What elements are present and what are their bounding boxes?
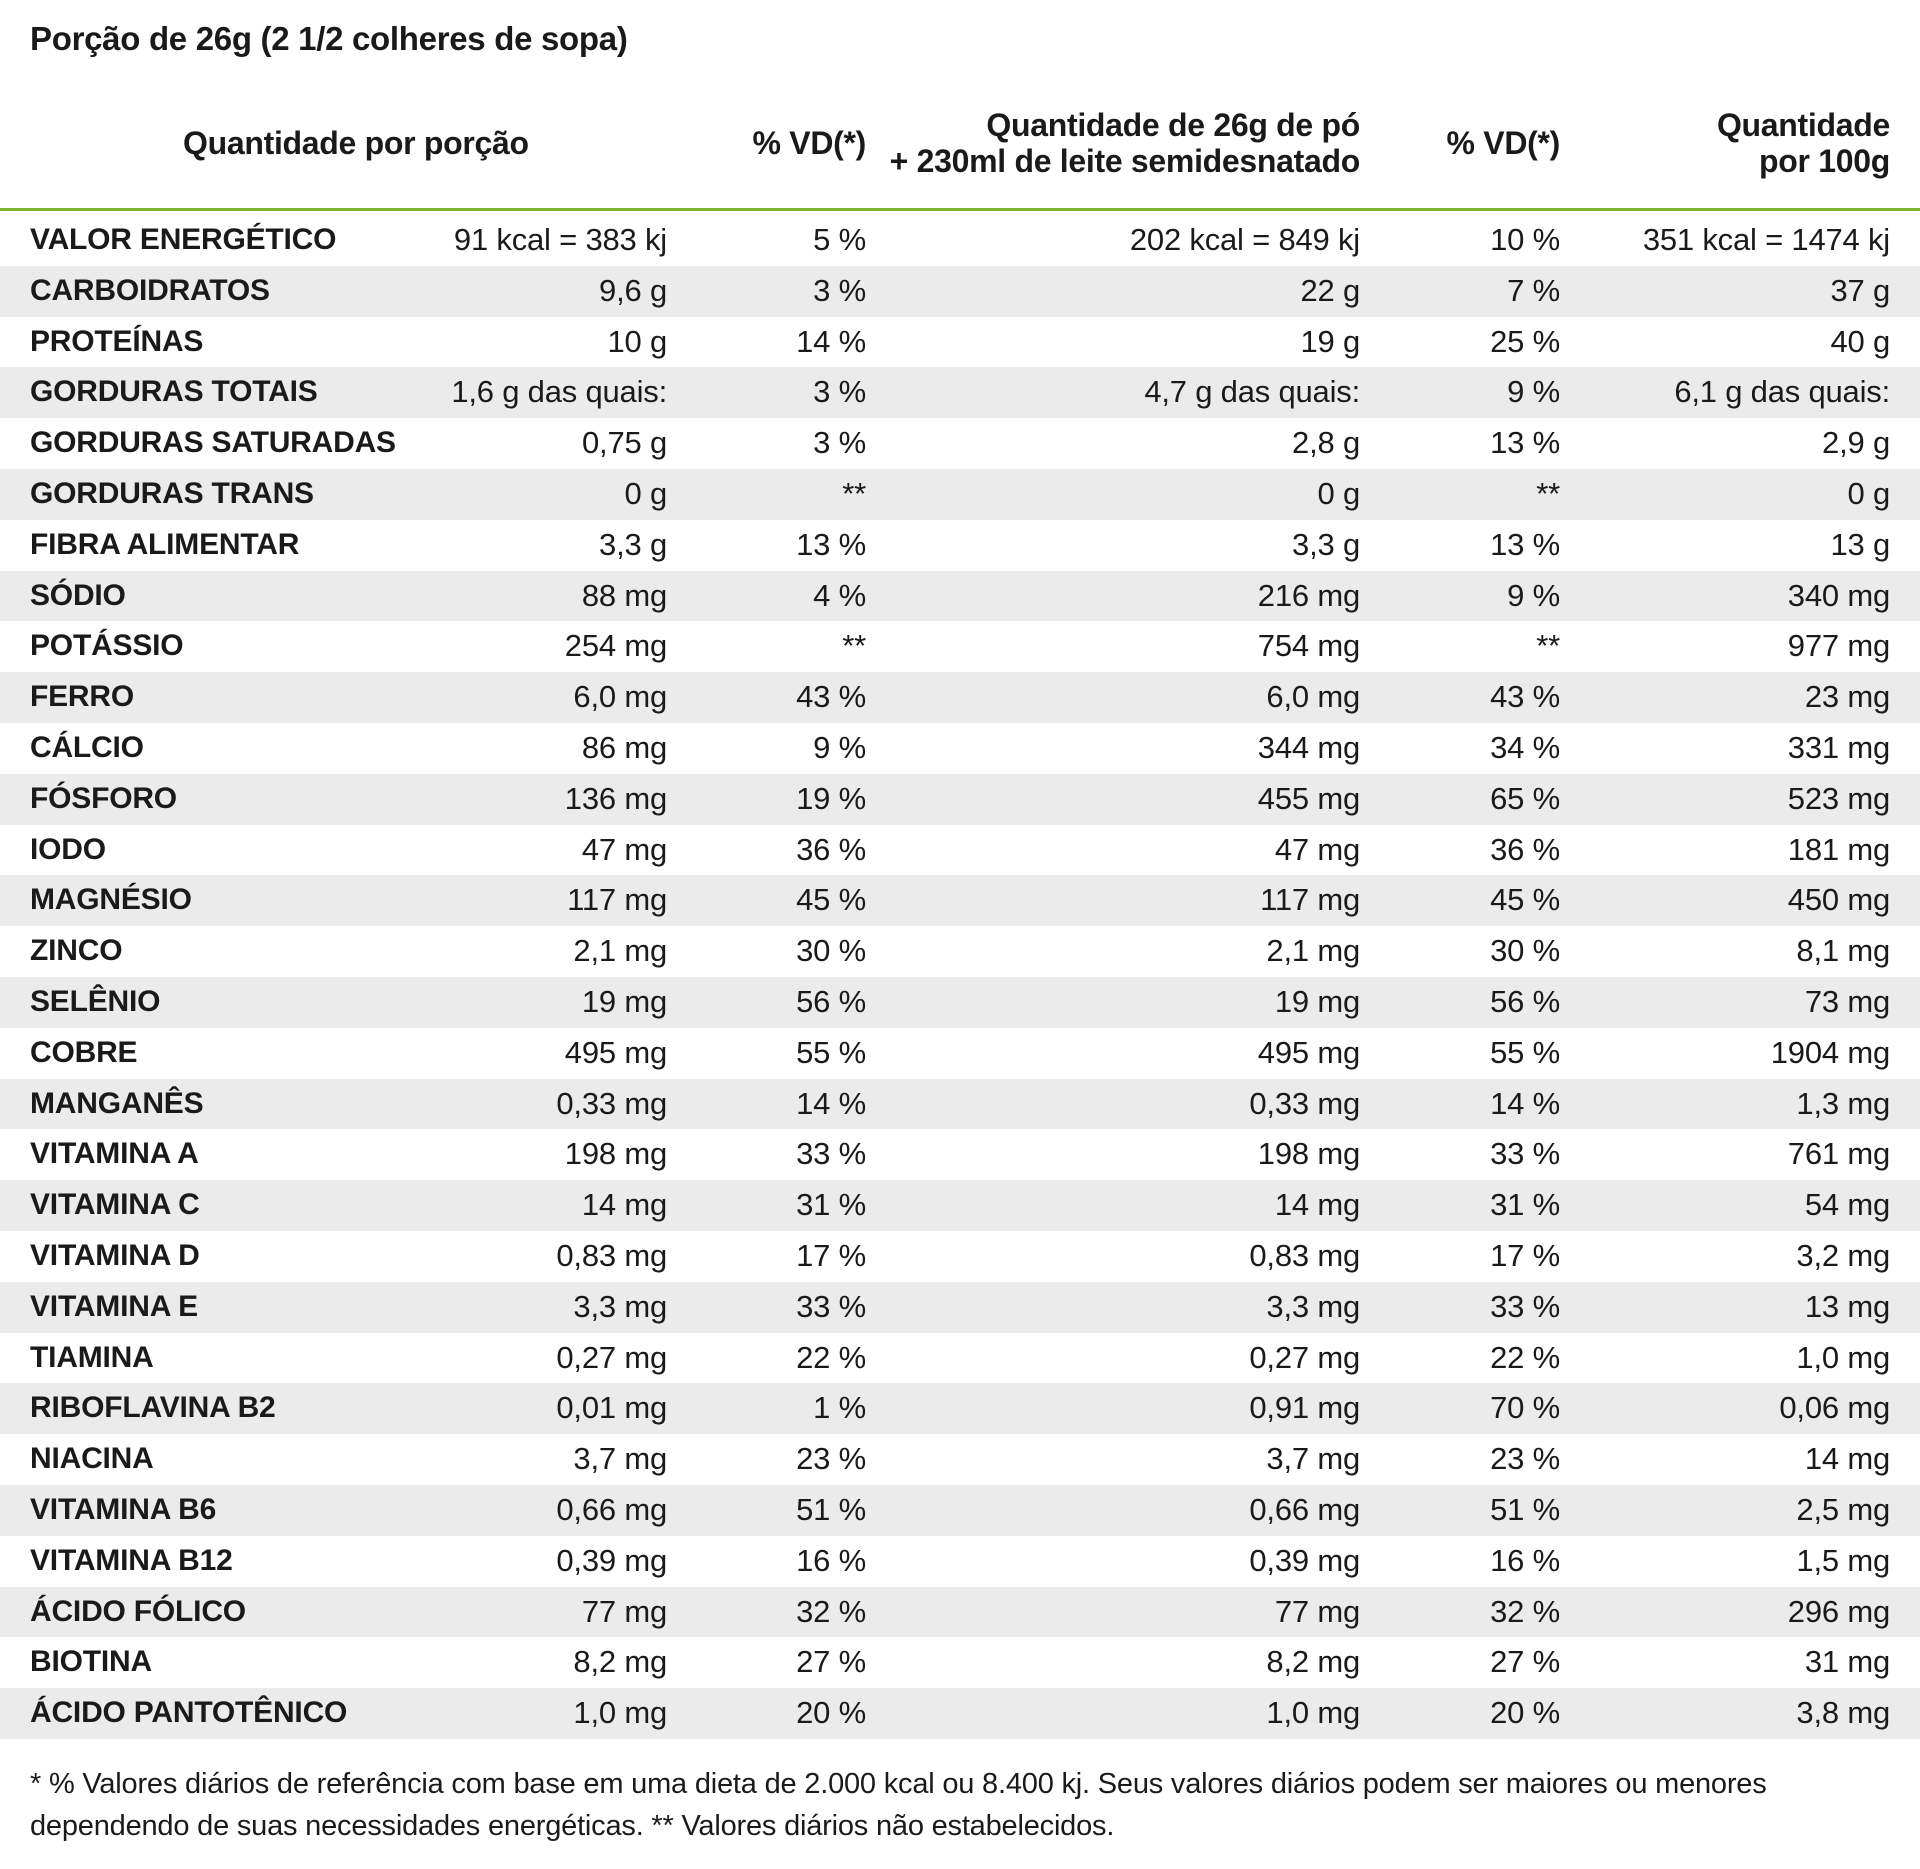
- vd-per-serving: 27 %: [796, 1644, 866, 1680]
- amount-with-milk: 0 g: [1317, 475, 1360, 511]
- amount-per-serving: 495 mg: [564, 1034, 667, 1070]
- table-row: [0, 1180, 1920, 1231]
- nutrient-name: PROTEÍNAS: [30, 324, 204, 358]
- vd-with-milk: 45 %: [1490, 882, 1560, 918]
- vd-with-milk: 33 %: [1490, 1288, 1560, 1324]
- amount-per-serving: 86 mg: [581, 729, 667, 765]
- amount-per-serving: 198 mg: [564, 1136, 667, 1172]
- table-header: [0, 105, 1920, 210]
- amount-per-serving: 88 mg: [581, 577, 667, 613]
- amount-with-milk: 117 mg: [1260, 882, 1360, 918]
- table-row: [0, 367, 1920, 418]
- vd-per-serving: 36 %: [796, 831, 866, 867]
- vd-per-serving: 14 %: [796, 323, 866, 359]
- amount-per-100g: 13 mg: [1804, 1288, 1890, 1324]
- vd-with-milk: 70 %: [1490, 1390, 1560, 1426]
- table-row: [0, 571, 1920, 622]
- header-amount-per-serving: Quantidade por porção: [183, 125, 529, 161]
- vd-with-milk: 34 %: [1490, 729, 1560, 765]
- vd-per-serving: 19 %: [796, 780, 866, 816]
- amount-per-serving: 1,6 g das quais:: [451, 374, 667, 410]
- nutrient-name: VITAMINA B12: [30, 1543, 233, 1577]
- amount-per-serving: 91 kcal = 383 kj: [453, 222, 667, 257]
- vd-with-milk: 13 %: [1490, 425, 1560, 461]
- nutrient-name: GORDURAS TOTAIS: [30, 375, 318, 409]
- amount-per-serving: 0,33 mg: [556, 1085, 667, 1121]
- amount-per-serving: 8,2 mg: [573, 1644, 667, 1680]
- table-row: [0, 875, 1920, 926]
- table-row: [0, 774, 1920, 825]
- vd-per-serving: 33 %: [796, 1288, 866, 1324]
- table-row: [0, 1231, 1920, 1282]
- table-row: [0, 1333, 1920, 1384]
- vd-with-milk: 16 %: [1490, 1542, 1560, 1578]
- table-row: [0, 215, 1920, 266]
- amount-per-100g: 37 g: [1830, 272, 1890, 308]
- footnote: * % Valores diários de referência com base em uma dieta de 2.000 kcal ou 8.400 kj. Seus valores diários podem ser maiores ou menores dependendo de suas necessidades energéticas. ** Valores diários não estabelecidos.: [30, 1768, 1767, 1842]
- vd-with-milk: 33 %: [1490, 1136, 1560, 1172]
- header-amount-per-100g-line1: Quantidade: [1716, 107, 1890, 143]
- amount-per-100g: 296 mg: [1787, 1593, 1890, 1629]
- nutrient-name: SÓDIO: [30, 578, 126, 612]
- amount-per-100g: 351 kcal = 1474 kj: [1642, 222, 1890, 257]
- vd-with-milk: 32 %: [1490, 1593, 1560, 1629]
- vd-with-milk: 31 %: [1490, 1187, 1560, 1223]
- amount-with-milk: 0,39 mg: [1249, 1542, 1360, 1578]
- amount-per-100g: 23 mg: [1804, 679, 1890, 715]
- nutrient-name: FÓSFORO: [30, 781, 177, 815]
- vd-with-milk: 36 %: [1490, 831, 1560, 867]
- amount-with-milk: 198 mg: [1257, 1136, 1360, 1172]
- amount-per-serving: 0,83 mg: [556, 1237, 667, 1273]
- vd-per-serving: 1 %: [813, 1390, 866, 1426]
- vd-with-milk: 14 %: [1490, 1085, 1560, 1121]
- nutrient-name: POTÁSSIO: [30, 629, 184, 663]
- vd-per-serving: 16 %: [796, 1542, 866, 1578]
- amount-with-milk: 0,83 mg: [1249, 1237, 1360, 1273]
- amount-with-milk: 3,3 g: [1292, 526, 1360, 562]
- vd-per-serving: 51 %: [796, 1491, 866, 1527]
- amount-with-milk: 0,91 mg: [1249, 1390, 1360, 1426]
- amount-per-100g: 331 mg: [1787, 729, 1890, 765]
- amount-with-milk: 495 mg: [1257, 1034, 1360, 1070]
- nutrient-name: VITAMINA C: [30, 1188, 200, 1222]
- nutrient-name: NIACINA: [30, 1442, 154, 1476]
- amount-with-milk: 0,27 mg: [1249, 1339, 1360, 1375]
- amount-with-milk: 19 g: [1300, 323, 1360, 359]
- nutrient-name: CARBOIDRATOS: [30, 273, 270, 307]
- table-row: [0, 1129, 1920, 1180]
- amount-per-serving: 3,3 g: [599, 526, 667, 562]
- amount-with-milk: 2,1 mg: [1266, 933, 1360, 969]
- table-row: [0, 317, 1920, 368]
- vd-per-serving: 17 %: [796, 1237, 866, 1273]
- vd-per-serving: 3 %: [813, 272, 866, 308]
- nutrient-name: VITAMINA D: [30, 1238, 200, 1272]
- nutrient-name: VITAMINA E: [30, 1289, 198, 1323]
- amount-with-milk: 8,2 mg: [1266, 1644, 1360, 1680]
- amount-per-100g: 450 mg: [1787, 882, 1890, 918]
- vd-per-serving: 9 %: [813, 729, 866, 765]
- vd-per-serving: 13 %: [796, 526, 866, 562]
- amount-with-milk: 19 mg: [1274, 983, 1360, 1019]
- amount-per-serving: 0,27 mg: [556, 1339, 667, 1375]
- vd-with-milk: 51 %: [1490, 1491, 1560, 1527]
- table-row: [0, 520, 1920, 571]
- amount-with-milk: 14 mg: [1274, 1187, 1360, 1223]
- header-amount-with-milk: [890, 107, 1360, 179]
- vd-with-milk: 65 %: [1490, 780, 1560, 816]
- table-row: [0, 672, 1920, 723]
- amount-per-serving: 2,1 mg: [573, 933, 667, 969]
- nutrient-name: MANGANÊS: [30, 1086, 204, 1120]
- nutrient-table: [0, 215, 1920, 1739]
- amount-with-milk: 202 kcal = 849 kj: [1129, 222, 1360, 257]
- header-amount-per-100g: [1717, 107, 1890, 179]
- table-row: [0, 1536, 1920, 1587]
- vd-with-milk: 10 %: [1490, 222, 1560, 257]
- vd-with-milk: 20 %: [1490, 1695, 1560, 1731]
- table-row: [0, 1282, 1920, 1333]
- nutrient-name: VALOR ENERGÉTICO: [30, 223, 337, 256]
- table-row: [0, 621, 1920, 672]
- header-divider: [0, 208, 1920, 211]
- amount-per-100g: 3,2 mg: [1796, 1237, 1890, 1273]
- amount-per-serving: 14 mg: [581, 1187, 667, 1223]
- vd-with-milk: **: [1536, 475, 1560, 511]
- nutrient-name: FERRO: [30, 680, 135, 714]
- amount-per-100g: 0 g: [1847, 475, 1890, 511]
- amount-with-milk: 754 mg: [1257, 628, 1360, 664]
- vd-with-milk: 56 %: [1490, 983, 1560, 1019]
- amount-per-100g: 1904 mg: [1770, 1034, 1890, 1070]
- amount-with-milk: 3,7 mg: [1266, 1441, 1360, 1477]
- amount-per-100g: 181 mg: [1787, 831, 1890, 867]
- table-row: [0, 1637, 1920, 1688]
- header-amount-per-100g-line2: por 100g: [1759, 143, 1890, 179]
- table-row: [0, 418, 1920, 469]
- amount-per-100g: 31 mg: [1804, 1644, 1890, 1680]
- vd-with-milk: 9 %: [1507, 374, 1560, 410]
- table-row: [0, 1688, 1920, 1739]
- amount-per-100g: 3,8 mg: [1796, 1695, 1890, 1731]
- nutrient-name: ZINCO: [30, 934, 123, 968]
- vd-per-serving: **: [842, 475, 866, 511]
- header-vd-with-milk: % VD(*): [1446, 125, 1560, 161]
- amount-per-serving: 6,0 mg: [573, 679, 667, 715]
- vd-with-milk: 55 %: [1490, 1034, 1560, 1070]
- vd-per-serving: 32 %: [796, 1593, 866, 1629]
- table-row: [0, 469, 1920, 520]
- amount-with-milk: 6,0 mg: [1266, 679, 1360, 715]
- nutrient-name: TIAMINA: [30, 1340, 154, 1374]
- vd-with-milk: 30 %: [1490, 933, 1560, 969]
- vd-per-serving: 55 %: [796, 1034, 866, 1070]
- amount-per-serving: 9,6 g: [599, 272, 667, 308]
- amount-per-100g: 2,5 mg: [1796, 1491, 1890, 1527]
- amount-with-milk: 0,66 mg: [1249, 1491, 1360, 1527]
- amount-with-milk: 3,3 mg: [1266, 1288, 1360, 1324]
- amount-per-100g: 0,06 mg: [1779, 1390, 1890, 1426]
- amount-per-serving: 47 mg: [581, 831, 667, 867]
- amount-with-milk: 22 g: [1300, 272, 1360, 308]
- amount-per-100g: 40 g: [1830, 323, 1890, 359]
- amount-per-100g: 73 mg: [1804, 983, 1890, 1019]
- vd-per-serving: **: [842, 628, 866, 664]
- vd-with-milk: 22 %: [1490, 1339, 1560, 1375]
- amount-per-100g: 761 mg: [1787, 1136, 1890, 1172]
- amount-per-serving: 117 mg: [567, 882, 667, 918]
- vd-per-serving: 43 %: [796, 679, 866, 715]
- nutrient-name: ÁCIDO PANTOTÊNICO: [30, 1696, 348, 1730]
- amount-per-100g: 14 mg: [1804, 1441, 1890, 1477]
- nutrient-name: RIBOFLAVINA B2: [30, 1391, 276, 1425]
- amount-per-100g: 6,1 g das quais:: [1674, 374, 1890, 410]
- header-vd-serving: % VD(*): [752, 125, 866, 161]
- amount-per-serving: 3,7 mg: [573, 1441, 667, 1477]
- amount-per-serving: 0 g: [624, 475, 667, 511]
- vd-with-milk: 25 %: [1490, 323, 1560, 359]
- vd-with-milk: **: [1536, 628, 1560, 664]
- amount-per-serving: 0,01 mg: [556, 1390, 667, 1426]
- table-row: [0, 1028, 1920, 1079]
- table-row: [0, 825, 1920, 876]
- nutrient-name: SELÊNIO: [30, 984, 161, 1018]
- amount-per-100g: 340 mg: [1787, 577, 1890, 613]
- amount-per-serving: 254 mg: [564, 628, 667, 664]
- amount-per-serving: 3,3 mg: [573, 1288, 667, 1324]
- amount-per-serving: 136 mg: [564, 780, 667, 816]
- nutrient-name: BIOTINA: [30, 1645, 152, 1679]
- nutrient-name: GORDURAS TRANS: [30, 476, 314, 510]
- amount-per-100g: 54 mg: [1804, 1187, 1890, 1223]
- amount-with-milk: 344 mg: [1257, 729, 1360, 765]
- vd-per-serving: 20 %: [796, 1695, 866, 1731]
- nutrient-name: MAGNÉSIO: [30, 883, 192, 917]
- table-row: [0, 977, 1920, 1028]
- vd-with-milk: 27 %: [1490, 1644, 1560, 1680]
- nutrient-name: FIBRA ALIMENTAR: [30, 527, 300, 561]
- table-row: [0, 266, 1920, 317]
- table-row: [0, 1079, 1920, 1130]
- amount-per-100g: 1,3 mg: [1796, 1085, 1890, 1121]
- vd-per-serving: 5 %: [813, 222, 866, 257]
- nutrient-name: COBRE: [30, 1035, 138, 1069]
- nutrient-name: VITAMINA A: [30, 1137, 199, 1171]
- amount-per-100g: 8,1 mg: [1796, 933, 1890, 969]
- amount-with-milk: 1,0 mg: [1266, 1695, 1360, 1731]
- table-row: [0, 1383, 1920, 1434]
- vd-per-serving: 22 %: [796, 1339, 866, 1375]
- vd-per-serving: 14 %: [796, 1085, 866, 1121]
- vd-per-serving: 30 %: [796, 933, 866, 969]
- amount-per-100g: 523 mg: [1787, 780, 1890, 816]
- table-row: [0, 1485, 1920, 1536]
- vd-per-serving: 3 %: [813, 374, 866, 410]
- amount-with-milk: 2,8 g: [1292, 425, 1360, 461]
- amount-per-serving: 0,39 mg: [556, 1542, 667, 1578]
- amount-per-serving: 19 mg: [581, 983, 667, 1019]
- vd-per-serving: 56 %: [796, 983, 866, 1019]
- nutrient-name: VITAMINA B6: [30, 1492, 217, 1526]
- vd-per-serving: 23 %: [796, 1441, 866, 1477]
- vd-with-milk: 43 %: [1490, 679, 1560, 715]
- amount-per-serving: 1,0 mg: [573, 1695, 667, 1731]
- nutrient-name: CÁLCIO: [30, 730, 144, 764]
- vd-with-milk: 7 %: [1507, 272, 1560, 308]
- amount-with-milk: 47 mg: [1274, 831, 1360, 867]
- amount-per-100g: 13 g: [1830, 526, 1890, 562]
- header-amount-with-milk-line1: Quantidade de 26g de pó: [986, 107, 1360, 143]
- vd-with-milk: 9 %: [1507, 577, 1560, 613]
- table-row: [0, 926, 1920, 977]
- amount-per-100g: 1,0 mg: [1796, 1339, 1890, 1375]
- nutrient-name: ÁCIDO FÓLICO: [30, 1594, 246, 1628]
- vd-per-serving: 31 %: [796, 1187, 866, 1223]
- vd-with-milk: 23 %: [1490, 1441, 1560, 1477]
- vd-with-milk: 17 %: [1490, 1237, 1560, 1273]
- nutrient-name: GORDURAS SATURADAS: [30, 426, 396, 460]
- serving-size-title: Porção de 26g (2 1/2 colheres de sopa): [30, 20, 628, 57]
- amount-with-milk: 455 mg: [1257, 780, 1360, 816]
- vd-with-milk: 13 %: [1490, 526, 1560, 562]
- table-row: [0, 1587, 1920, 1638]
- header-amount-with-milk-line2: + 230ml de leite semidesnatado: [889, 143, 1360, 179]
- amount-with-milk: 0,33 mg: [1249, 1085, 1360, 1121]
- vd-per-serving: 3 %: [813, 425, 866, 461]
- amount-with-milk: 216 mg: [1257, 577, 1360, 613]
- amount-with-milk: 77 mg: [1274, 1593, 1360, 1629]
- amount-per-100g: 2,9 g: [1822, 425, 1890, 461]
- vd-per-serving: 45 %: [796, 882, 866, 918]
- vd-per-serving: 33 %: [796, 1136, 866, 1172]
- amount-per-100g: 977 mg: [1787, 628, 1890, 664]
- amount-per-serving: 77 mg: [581, 1593, 667, 1629]
- amount-with-milk: 4,7 g das quais:: [1144, 374, 1360, 410]
- amount-per-serving: 10 g: [607, 323, 667, 359]
- nutrient-name: IODO: [30, 832, 106, 866]
- vd-per-serving: 4 %: [813, 577, 866, 613]
- table-row: [0, 1434, 1920, 1485]
- amount-per-serving: 0,66 mg: [556, 1491, 667, 1527]
- amount-per-serving: 0,75 g: [582, 425, 667, 461]
- table-row: [0, 723, 1920, 774]
- amount-per-100g: 1,5 mg: [1796, 1542, 1890, 1578]
